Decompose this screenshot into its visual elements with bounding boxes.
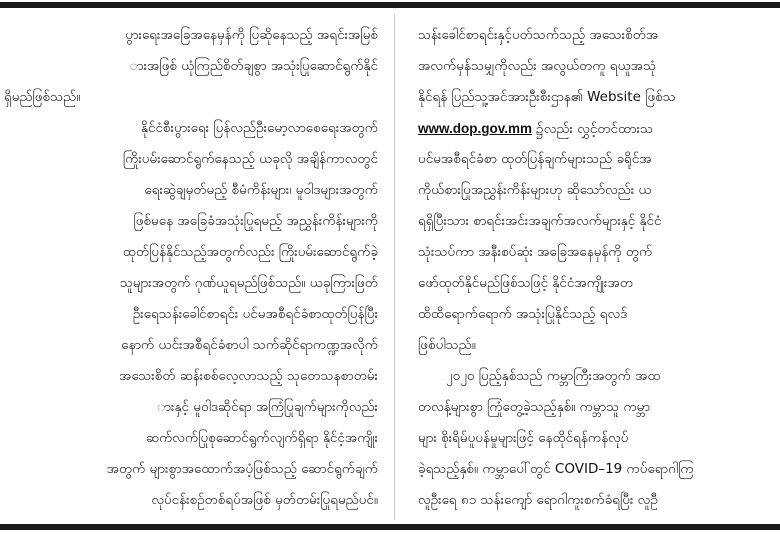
text-line: နိုင်ငံစီးပွားရေး ပြန်လည်ဦးမော့လာစေရေးအတွက် — [140, 120, 378, 136]
text-line: ကြိုးပမ်းဆောင်ရွက်နေသည့် ယခုလို အချိန်ကာလတွင် — [122, 151, 378, 167]
text-line: အလက်မှန်သမျှကိုလည်း အလွယ်တကူ ရယူအသုံ — [418, 58, 657, 74]
text-line: အသေးစိတ် ဆန်းစစ်လေ့လာသည့် သုတေသနစာတမ်း — [119, 368, 378, 384]
link-line — [418, 113, 780, 144]
text-line: ဆက်လက်ပြုစုဆောင်ရွက်လျက်ရှိရာ နိုင်ငံ့အကျိုး — [146, 430, 378, 446]
text-line: ရှိမည်ဖြစ်သည်။ — [4, 89, 81, 105]
right-column — [418, 20, 780, 520]
text-line: နောက် ယင်းအစီရင်ခံစာပါ သက်ဆိုင်ရာကဏ္ဍအလိုက် — [121, 337, 378, 353]
website-link[interactable]: www.dop.gov.mm — [418, 121, 532, 136]
text-line: ရရှိပြီးသား စာရင်းအင်းအချက်အလက်များနှင့် နိုင်ငံ — [418, 213, 662, 229]
text-line: သုံးသပ်ကာ အနီးစပ်ဆုံး အခြေအနေမှန်ကို တွက် — [418, 244, 653, 260]
text-line: ဖော်ထုတ်နိုင်မည်ဖြစ်သဖြင့် နိုင်ငံအကျိုးအတ — [418, 275, 633, 291]
text-line: သန်းခေါင်စာရင်းနှင့်ပတ်သက်သည့် အသေးစိတ်အ — [418, 27, 659, 43]
left-column — [0, 20, 382, 520]
text-line: လူဦးရေ ၈၁ သန်းကျော် ရောဂါကူးစက်ခံရပြီး လူဦ — [418, 492, 658, 508]
text-line: ားအဖြစ် ယုံကြည်စိတ်ချစွာ အသုံးပြုဆောင်ရွက်နိုင် — [129, 58, 378, 74]
link-line-rest: ၌လည်း လွှင့်တင်ထားသ — [532, 121, 654, 137]
text-line: ခဲ့ရသည့်နှစ်။ ကမ္ဘာပေါ်တွင် COVID–19 ကပ်ရောဂါကြ — [418, 461, 694, 477]
text-line: တလန့်များစွာ ကြုံတွေ့ခဲ့သည့်နှစ်။ ကမ္ဘာသူ ကမ္ဘာ — [418, 399, 650, 415]
text-line: အတွက် များစွာအထောက်အပံ့ဖြစ်သည့် ဆောင်ရွက်ချက် — [106, 461, 378, 477]
text-line: ပွားရေးအခြေအနေမှန်ကို ပြဆိုနေသည့် အရင်းအမြစ် — [125, 27, 378, 43]
text-line: လုပ်ငန်းစဉ်တစ်ရပ်အဖြစ် မှတ်တမ်းပြုရမည်ပင်။ — [151, 492, 378, 508]
text-line: ထုတ်ပြန်နိုင်သည့်အတွက်လည်း ကြိုးပမ်းဆောင်ရွက်ခဲ့ — [122, 244, 378, 260]
text-line: ကိုယ်စားပြုအညွှန်းကိန်းများဟု ဆိုသော်လည်း ယ — [418, 182, 652, 198]
text-line: နိုင်ရန် ပြည်သူ့အင်အားဦးစီးဌာန၏ Website ဖြစ်သ — [418, 89, 676, 105]
text-line: ဖြစ်ပါသည်။ — [418, 337, 476, 353]
text-line: ားနှင့် မူဝါဒဆိုင်ရာ အကြံပြုချက်များကိုလည်း — [157, 399, 378, 415]
text-line: ဦးရေသန်းခေါင်စာရင်း ပင်မအစီရင်ခံစာထုတ်ပြန်ပြီး — [132, 306, 378, 322]
text-line: ဖြစ်မနေ အခြေခံအသုံးပြုရမည့် အညွှန်းကိန်းများကို — [133, 213, 378, 229]
text-line: ထိထိရောက်ရောက် အသုံးပြုနိုင်သည့် ရလဒ် — [418, 306, 628, 322]
text-line: ရေးဆွဲချမှတ်မည့် စီမံကိန်းများ၊ မူဝါဒများအတွက် — [144, 182, 378, 198]
text-line: များ စိုးရိမ်ပူပန်မှုများဖြင့် နေထိုင်ရန်ကန်လုပ် — [418, 430, 629, 446]
text-line: သူများအတွက် ဂုဏ်ယူရမည်ဖြစ်သည်။ ယခုကြားဖြတ် — [119, 275, 378, 291]
text-line: ၂၀၂၀ ပြည့်နှစ်သည် ကမ္ဘာကြီးအတွက် အထ — [446, 368, 661, 384]
top-rule — [0, 2, 780, 8]
text-line: ပင်မအစီရင်ခံစာ ထုတ်ပြန်ချက်များသည် ခရိုင်အ — [418, 151, 652, 167]
column-divider — [394, 14, 395, 520]
bottom-rule — [0, 524, 780, 530]
